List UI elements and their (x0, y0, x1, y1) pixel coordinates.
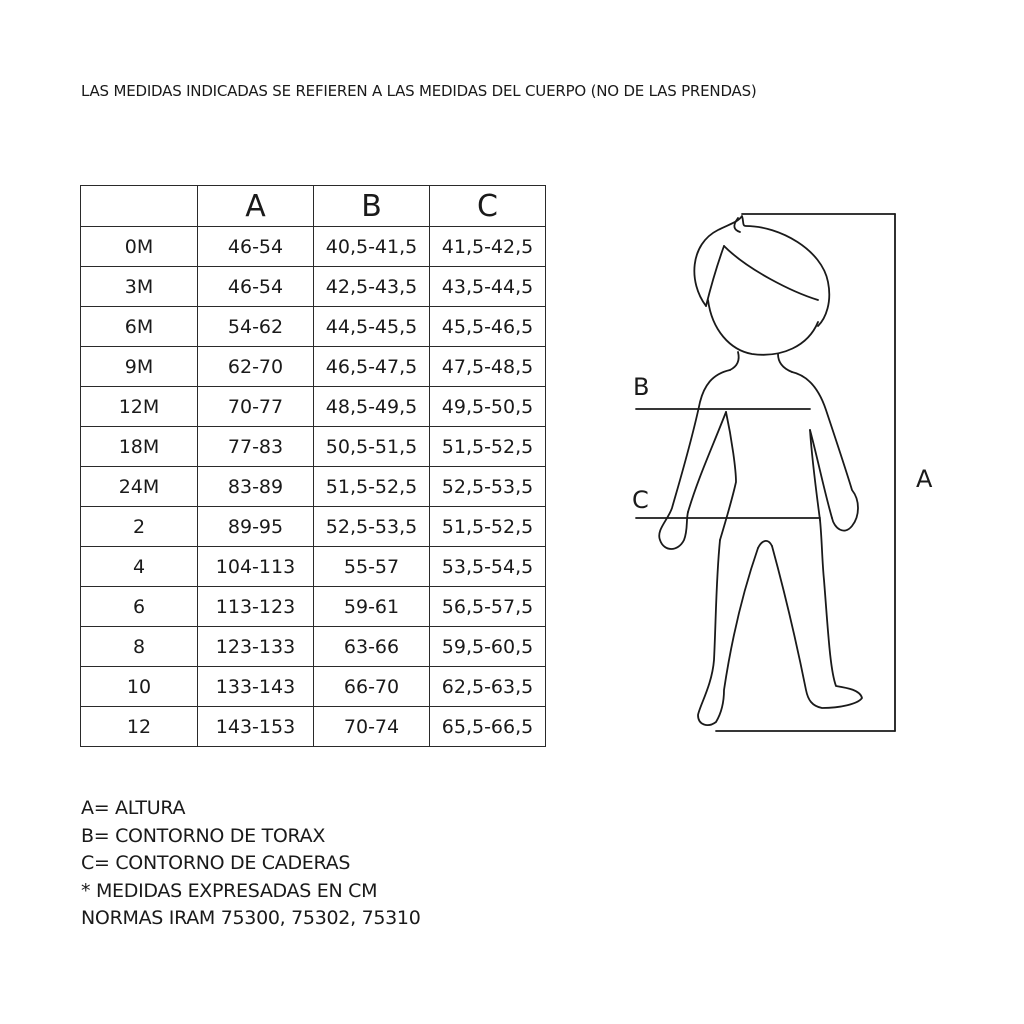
hip-cell: 41,5-42,5 (430, 227, 546, 267)
chest-cell: 40,5-41,5 (314, 227, 430, 267)
hip-cell: 56,5-57,5 (430, 587, 546, 627)
height-cell: 46-54 (198, 227, 314, 267)
page-heading: LAS MEDIDAS INDICADAS SE REFIEREN A LAS MEDIDAS DEL CUERPO (NO DE LAS PRENDAS) (81, 82, 757, 100)
size-cell: 8 (81, 627, 198, 667)
hip-cell: 51,5-52,5 (430, 427, 546, 467)
hip-cell: 52,5-53,5 (430, 467, 546, 507)
size-cell: 4 (81, 547, 198, 587)
height-cell: 89-95 (198, 507, 314, 547)
size-cell: 9M (81, 347, 198, 387)
size-cell: 12M (81, 387, 198, 427)
chest-cell: 42,5-43,5 (314, 267, 430, 307)
height-cell: 113-123 (198, 587, 314, 627)
chest-cell: 51,5-52,5 (314, 467, 430, 507)
chest-cell: 50,5-51,5 (314, 427, 430, 467)
label-a: A (916, 465, 933, 493)
size-cell: 3M (81, 267, 198, 307)
legend (81, 795, 421, 933)
legend-note-units: * MEDIDAS EXPRESADAS EN CM (81, 879, 378, 902)
size-cell: 10 (81, 667, 198, 707)
chest-cell: 55-57 (314, 547, 430, 587)
column-header-a: A (198, 186, 314, 227)
size-cell: 2 (81, 507, 198, 547)
size-cell: 6M (81, 307, 198, 347)
legend-item-altura: A= ALTURA (81, 797, 186, 819)
chest-cell: 63-66 (314, 627, 430, 667)
chest-cell: 44,5-45,5 (314, 307, 430, 347)
height-cell: 123-133 (198, 627, 314, 667)
chest-cell: 59-61 (314, 587, 430, 627)
height-cell: 143-153 (198, 707, 314, 747)
hip-cell: 53,5-54,5 (430, 547, 546, 587)
label-b: B (633, 373, 650, 401)
label-c: C (632, 486, 649, 514)
legend-item-torax: B= CONTORNO DE TORAX (81, 824, 326, 847)
hip-cell: 65,5-66,5 (430, 707, 546, 747)
hip-cell: 43,5-44,5 (430, 267, 546, 307)
size-cell: 0M (81, 227, 198, 267)
hip-cell: 62,5-63,5 (430, 667, 546, 707)
hip-cell: 45,5-46,5 (430, 307, 546, 347)
height-cell: 54-62 (198, 307, 314, 347)
column-header-b: B (314, 186, 430, 227)
chest-cell: 70-74 (314, 707, 430, 747)
chest-cell: 46,5-47,5 (314, 347, 430, 387)
size-cell: 24M (81, 467, 198, 507)
hip-cell: 51,5-52,5 (430, 507, 546, 547)
column-header-c: C (430, 186, 546, 227)
legend-note-standards: NORMAS IRAM 75300, 75302, 75310 (81, 907, 421, 929)
height-cell: 77-83 (198, 427, 314, 467)
hip-cell: 59,5-60,5 (430, 627, 546, 667)
height-cell: 62-70 (198, 347, 314, 387)
legend-item-caderas: C= CONTORNO DE CADERAS (81, 852, 351, 874)
height-cell: 133-143 (198, 667, 314, 707)
size-cell: 12 (81, 707, 198, 747)
child-outline-icon (659, 216, 862, 725)
chest-cell: 48,5-49,5 (314, 387, 430, 427)
height-cell: 46-54 (198, 267, 314, 307)
height-cell: 104-113 (198, 547, 314, 587)
chest-cell: 66-70 (314, 667, 430, 707)
size-cell: 6 (81, 587, 198, 627)
size-cell: 18M (81, 427, 198, 467)
hip-cell: 49,5-50,5 (430, 387, 546, 427)
chest-cell: 52,5-53,5 (314, 507, 430, 547)
height-cell: 70-77 (198, 387, 314, 427)
hip-cell: 47,5-48,5 (430, 347, 546, 387)
height-cell: 83-89 (198, 467, 314, 507)
